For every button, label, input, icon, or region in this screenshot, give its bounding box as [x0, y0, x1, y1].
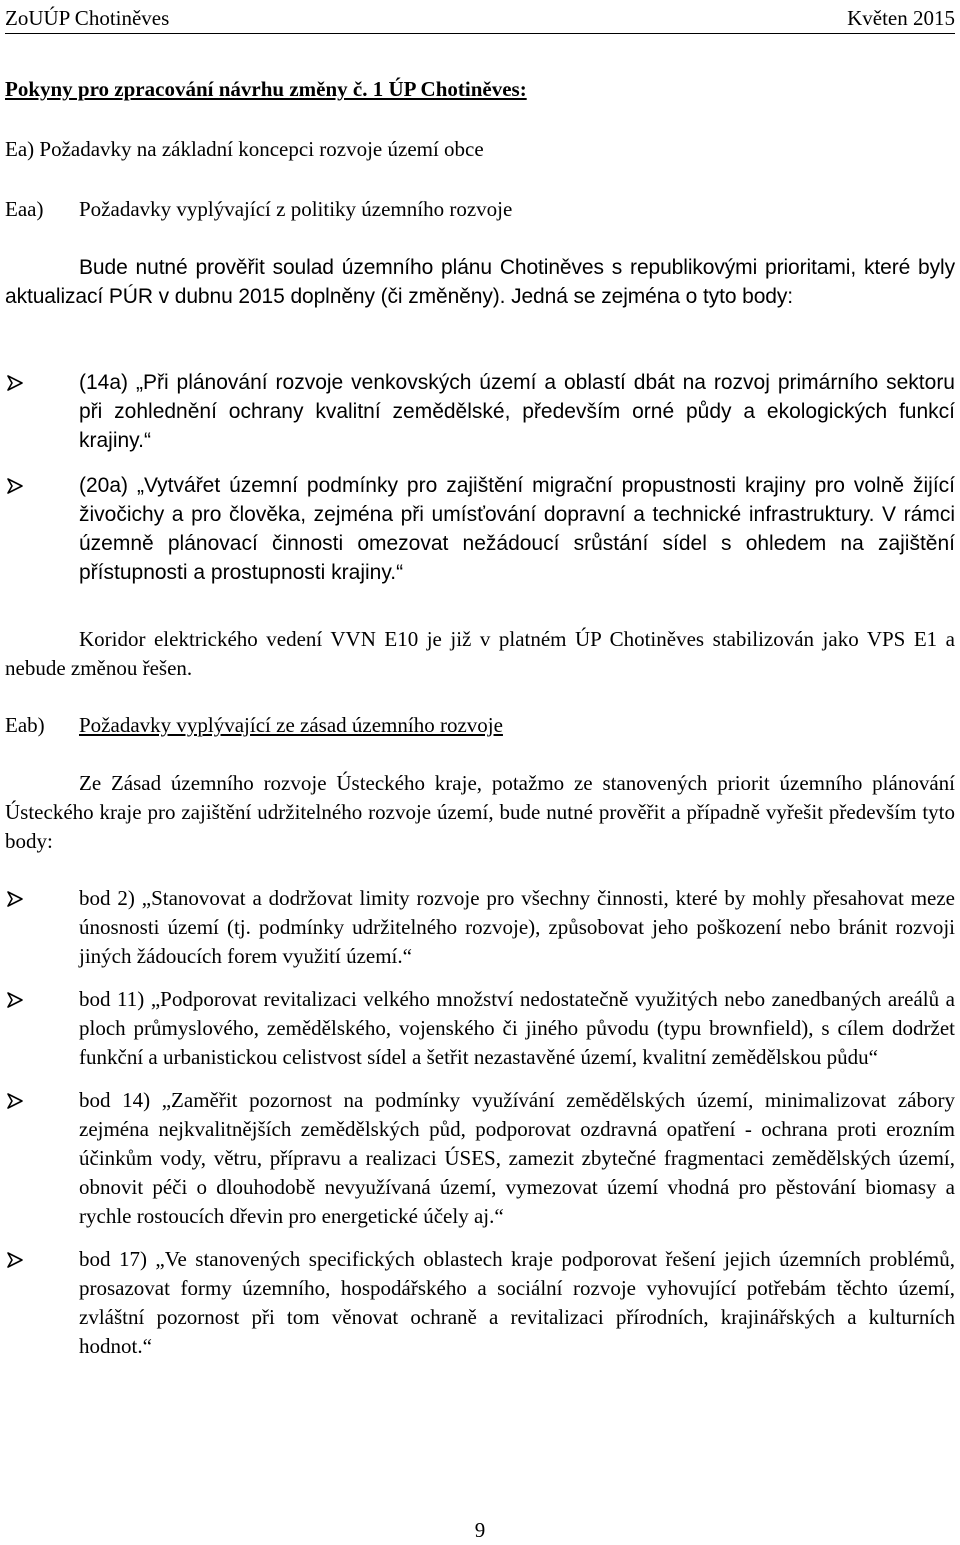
bullet-text: bod 2) „Stanovovat a dodržovat limity rozvoje pro všechny činnosti, které by mohly přesahovat meze únosnosti území (tj. podmínky udržitelného rozvoje), způsobovat jeho poškození nebo bránit rozvoji jiných žádoucích forem využití území.“ [79, 886, 955, 968]
header-divider [5, 33, 955, 34]
header-left: ZoUÚP Chotiněves [5, 6, 170, 30]
bullet-text: bod 14) „Zaměřit pozornost na podmínky využívání zemědělských území, minimalizovat zábory zejména nejkvalitnějších zemědělských půd, podporovat ozdravná opatření - ochrana proti erozním účinkům vody, větru, přípravu a realizaci ÚSES, zamezit zbytečné fragmentaci zemědělských území, obnovit péči o dlouhodobě nevyužívaná území, vymezovat území vhodná pro pěstování biomasy a rychle rostoucích dřevin pro energetické účely aj.“ [79, 1088, 955, 1228]
section-heading-eab [5, 711, 955, 740]
section-eab-number: Eab) [5, 713, 45, 737]
header-right: Květen 2015 [847, 6, 955, 30]
bullet-text: bod 17) „Ve stanovených specifických oblastech kraje podporovat řešení jejich územních problémů, prosazovat formy územního, hospodářského a sociální rozvoje vyhovující potřebám těchto území, zvláštní pozornost při tom věnovat ochraně a revitalizaci přírodních, krajinářských a kulturních hodnot.“ [79, 1247, 955, 1358]
paragraph-zur: Ze Zásad územního rozvoje Ústeckého kraje, potažmo ze stanovených priorit územního plánování Ústeckého kraje pro zajištění udržitelného rozvoje území, bude nutné prověřit a případně vyřešit především tyto body: [5, 771, 955, 853]
section-eaa-number: Eaa) [5, 197, 44, 221]
bullet-item [5, 884, 955, 971]
bullet-list-pur [5, 368, 955, 587]
paragraph-intro: Bude nutné prověřit soulad územního plánu Chotiněves s republikovými prioritami, které byly aktualizací PÚR v dubnu 2015 doplněny (či změněny). Jedná se zejména o tyto body: [5, 256, 955, 308]
section-eaa-text: Požadavky vyplývající z politiky územního rozvoje [79, 197, 513, 221]
bullet-item [5, 1086, 955, 1231]
arrow-bullet-icon [5, 1250, 25, 1270]
arrow-bullet-icon [5, 476, 25, 496]
bullet-item [5, 368, 955, 455]
bullet-item [5, 471, 955, 587]
bullet-text: (14a) „Při plánování rozvoje venkovských území a oblastí dbát na rozvoj primárního sektoru při zohlednění ochrany kvalitní zemědělské, především orné půdy a ekologických funkcí krajiny.“ [79, 371, 955, 452]
section-eab-text: Požadavky vyplývající ze zásad územního rozvoje [79, 713, 503, 737]
arrow-bullet-icon [5, 990, 25, 1010]
bullet-item [5, 985, 955, 1072]
arrow-bullet-icon [5, 889, 25, 909]
section-heading-ea: Ea) Požadavky na základní koncepci rozvoje území obce [5, 137, 484, 161]
page-number: 9 [474, 1518, 486, 1542]
arrow-bullet-icon [5, 1091, 25, 1111]
page-title: Pokyny pro zpracování návrhu změny č. 1 ÚP Chotiněves: [5, 77, 527, 101]
paragraph-koridor: Koridor elektrického vedení VVN E10 je již v platném ÚP Chotiněves stabilizován jako VPS E1 a nebude změnou řešen. [5, 627, 955, 680]
bullet-list-zur [5, 884, 955, 1361]
arrow-bullet-icon [5, 373, 25, 393]
bullet-text: bod 11) „Podporovat revitalizaci velkého množství nedostatečně využitých nebo zanedbaných areálů a ploch průmyslového, zemědělského, vojenského či jiného původu (typu brownfield), s cílem dodržet funkční a urbanistickou celistvost sídel a šetřit nezastavěné území, kvalitní zemědělskou půdu“ [79, 987, 955, 1069]
bullet-text: (20a) „Vytvářet územní podmínky pro zajištění migrační propustnosti krajiny pro volně žijící živočichy a pro člověka, zejména při umísťování dopravní a technické infrastruktury. V rámci územně plánovací činnosti omezovat nežádoucí srůstání sídel s ohledem na zajištění přístupnosti a prostupnosti krajiny.“ [79, 474, 955, 584]
section-heading-eaa [5, 195, 955, 224]
bullet-item [5, 1245, 955, 1361]
